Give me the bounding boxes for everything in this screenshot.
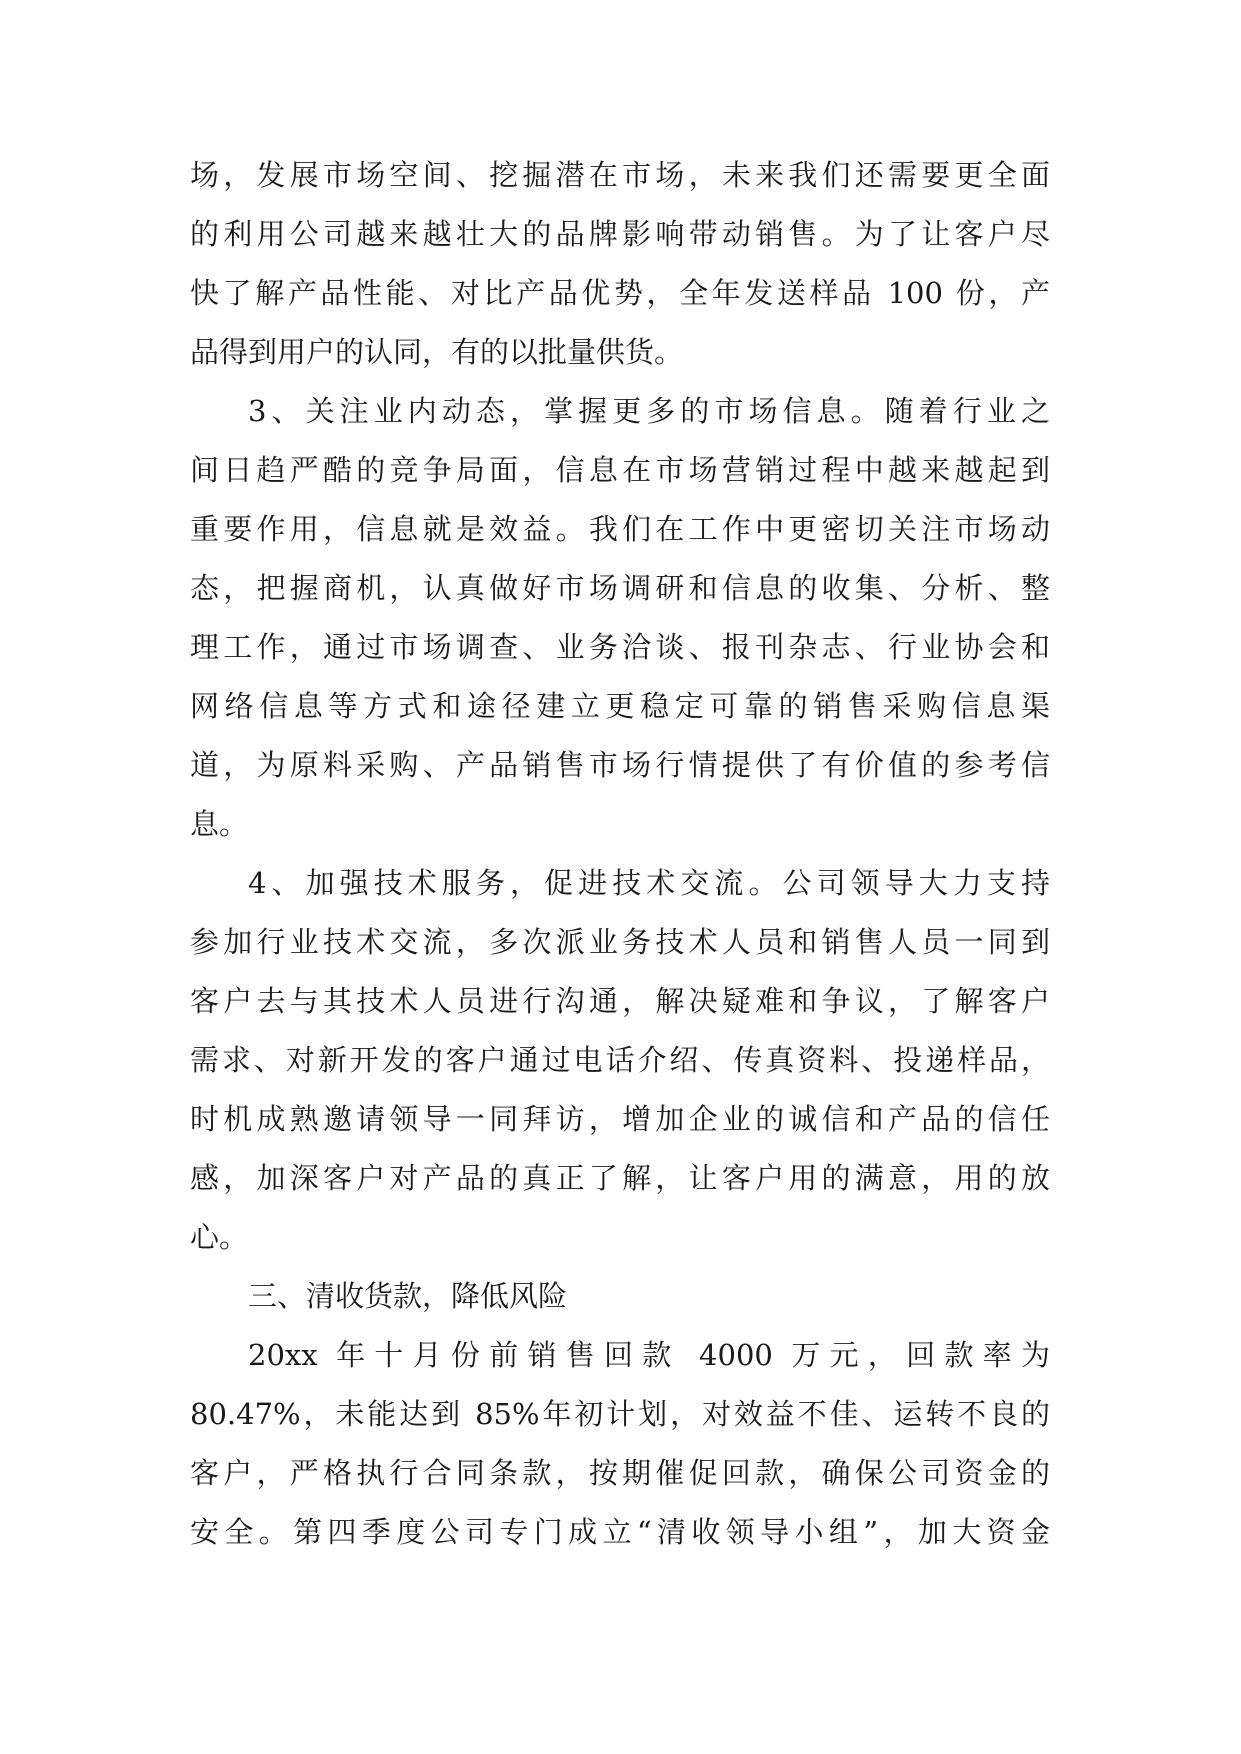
text-line: 时机成熟邀请领导一同拜访，增加企业的诚信和产品的信任 xyxy=(190,1102,1050,1136)
text-line: 4、加强技术服务，促进技术交流。公司领导大力支持 xyxy=(248,866,1050,900)
text-line: 三、清收货款，降低风险 xyxy=(248,1279,568,1313)
text-line: 客户，严格执行合同条款，按期催促回款，确保公司资金的 xyxy=(190,1456,1050,1490)
text-line: 心。 xyxy=(190,1220,249,1254)
text-line: 品得到用户的认同，有的以批量供货。 xyxy=(190,335,684,369)
text-line: 场，发展市场空间、挖掘潜在市场，未来我们还需要更全面 xyxy=(190,158,1050,192)
text-line: 3、关注业内动态，掌握更多的市场信息。随着行业之 xyxy=(248,394,1050,428)
text-line: 客户去与其技术人员进行沟通，解决疑难和争议，了解客户 xyxy=(190,984,1050,1018)
text-line: 息。 xyxy=(190,807,249,841)
text-line: 态，把握商机，认真做好市场调研和信息的收集、分析、整 xyxy=(190,571,1050,605)
text-line: 80.47%，未能达到 85%年初计划，对效益不佳、运转不良的 xyxy=(190,1397,1050,1431)
text-line: 理工作，通过市场调查、业务洽谈、报刊杂志、行业协会和 xyxy=(190,630,1050,664)
text-line: 道，为原料采购、产品销售市场行情提供了有价值的参考信 xyxy=(190,748,1050,782)
text-line: 参加行业技术交流，多次派业务技术人员和销售人员一同到 xyxy=(190,925,1050,959)
document-body xyxy=(190,146,1050,1562)
text-line: 需求、对新开发的客户通过电话介绍、传真资料、投递样品， xyxy=(190,1043,1050,1077)
text-line: 的利用公司越来越壮大的品牌影响带动销售。为了让客户尽 xyxy=(190,217,1050,251)
text-line: 间日趋严酷的竞争局面，信息在市场营销过程中越来越起到 xyxy=(190,453,1050,487)
text-line: 安全。第四季度公司专门成立“清收领导小组”，加大资金 xyxy=(190,1515,1050,1549)
text-line: 网络信息等方式和途径建立更稳定可靠的销售采购信息渠 xyxy=(190,689,1050,723)
text-line: 感，加深客户对产品的真正了解，让客户用的满意，用的放 xyxy=(190,1161,1050,1195)
text-line: 20xx 年十月份前销售回款 4000 万元，回款率为 xyxy=(248,1338,1050,1372)
text-line: 重要作用，信息就是效益。我们在工作中更密切关注市场动 xyxy=(190,512,1050,546)
text-line: 快了解产品性能、对比产品优势，全年发送样品 100 份，产 xyxy=(190,276,1050,310)
